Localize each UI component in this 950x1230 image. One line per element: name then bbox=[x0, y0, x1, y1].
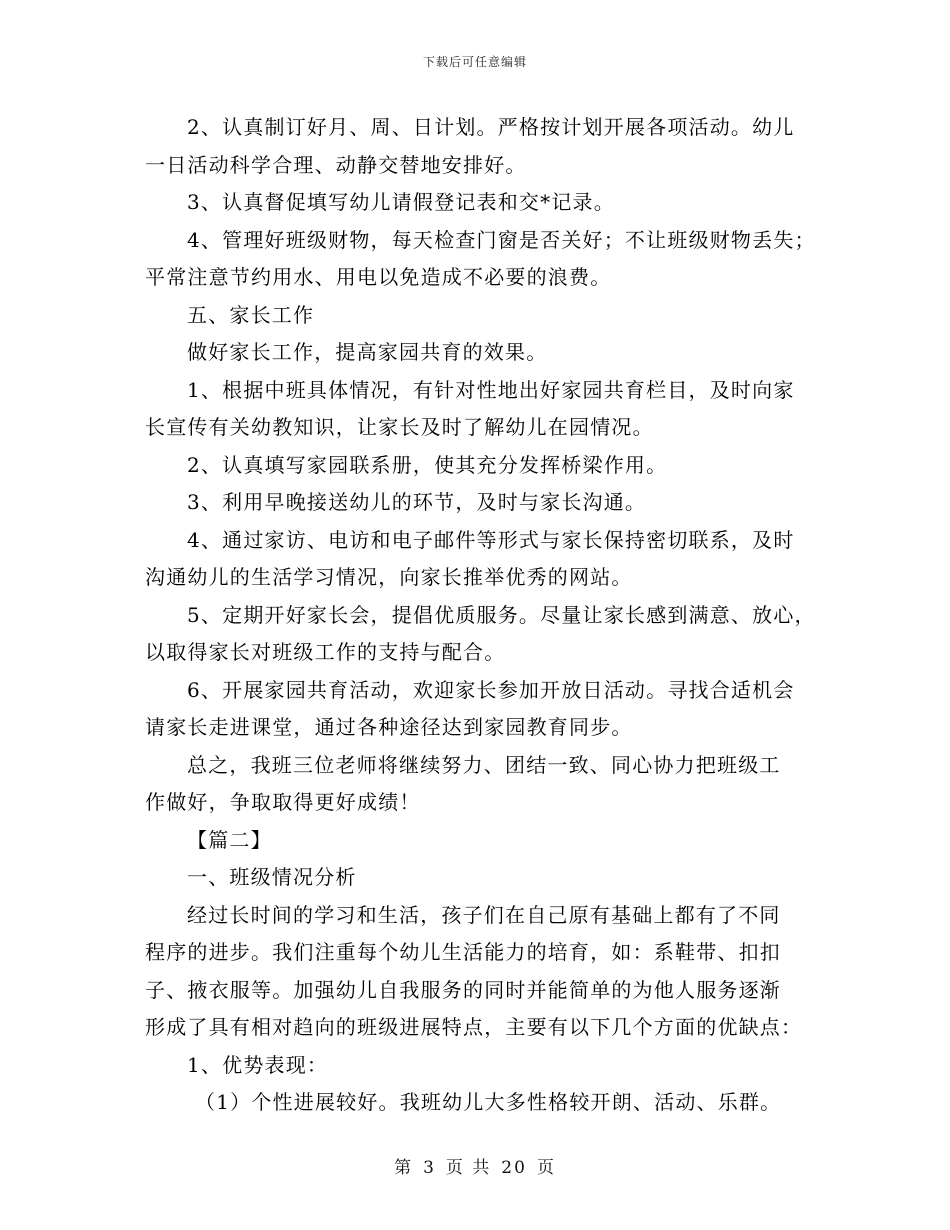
paragraph-line: 平常注意节约用水、用电以免造成不必要的浪费。 bbox=[145, 265, 612, 289]
document-body bbox=[145, 113, 815, 1126]
paragraph-line: 形成了具有相对趋向的班级进展特点，主要有以下几个方面的优缺点： bbox=[145, 1015, 803, 1039]
paragraph-line: 6、开展家园共育活动，欢迎家长参加开放日活动。寻找合适机会 bbox=[187, 677, 795, 702]
footer-prefix: 第 bbox=[394, 1158, 414, 1178]
paragraph-line: 经过长时间的学习和生活，孩子们在自己原有基础上都有了不同 bbox=[187, 902, 781, 927]
paragraph-line: 一日活动科学合理、动静交替地安排好。 bbox=[145, 152, 527, 177]
paragraph-line: 5、定期开好家长会，提倡优质服务。尽量让家长感到满意、放心， bbox=[187, 602, 816, 627]
section-heading: 五、家长工作 bbox=[187, 302, 315, 327]
page-footer bbox=[0, 1153, 950, 1178]
paragraph-line: 请家长走进课堂，通过各种途径达到家园教育同步。 bbox=[145, 715, 633, 739]
footer-suffix: 页 bbox=[536, 1158, 556, 1178]
paragraph-line: 总之，我班三位老师将继续努力、团结一致、同心协力把班级工 bbox=[187, 752, 781, 777]
paragraph-line: 2、认真制订好月、周、日计划。严格按计划开展各项活动。幼儿 bbox=[187, 115, 795, 139]
paragraph-line: 1、优势表现： bbox=[187, 1052, 329, 1077]
paragraph-line: 子、掖衣服等。加强幼儿自我服务的同时并能简单的为他人服务逐渐 bbox=[145, 977, 781, 1002]
section-heading: 【篇二】 bbox=[187, 827, 272, 852]
section-heading: 一、班级情况分析 bbox=[187, 865, 357, 889]
paragraph-line: 4、通过家访、电访和电子邮件等形式与家长保持密切联系，及时 bbox=[187, 527, 795, 552]
footer-middle: 页 共 bbox=[445, 1158, 492, 1178]
paragraph-line: 3、利用早晚接送幼儿的环节，及时与家长沟通。 bbox=[187, 490, 647, 514]
total-page-count: 20 bbox=[501, 1158, 527, 1178]
paragraph-line: 程序的进步。我们注重每个幼儿生活能力的培育，如：系鞋带、扣扣 bbox=[145, 940, 781, 964]
paragraph-line: （1）个性进展较好。我班幼儿大多性格较开朗、活动、乐群。 bbox=[195, 1090, 782, 1114]
paragraph-line: 3、认真督促填写幼儿请假登记表和交*记录。 bbox=[187, 190, 615, 214]
paragraph-line: 以取得家长对班级工作的支持与配合。 bbox=[145, 640, 506, 664]
current-page-number: 3 bbox=[423, 1158, 436, 1178]
paragraph-line: 2、认真填写家园联系册，使其充分发挥桥梁作用。 bbox=[187, 452, 668, 477]
paragraph-line: 作做好，争取取得更好成绩！ bbox=[145, 790, 421, 814]
paragraph-line: 沟通幼儿的生活学习情况，向家长推举优秀的网站。 bbox=[145, 565, 633, 589]
paragraph-line: 1、根据中班具体情况，有针对性地出好家园共育栏目，及时向家 bbox=[187, 377, 795, 402]
page-header: 下载后可任意编辑 bbox=[422, 55, 527, 69]
paragraph-line: 长宣传有关幼教知识，让家长及时了解幼儿在园情况。 bbox=[145, 415, 654, 439]
paragraph-line: 做好家长工作，提高家园共育的效果。 bbox=[187, 340, 548, 364]
paragraph-line: 4、管理好班级财物，每天检查门窗是否关好；不让班级财物丢失； bbox=[187, 227, 816, 252]
